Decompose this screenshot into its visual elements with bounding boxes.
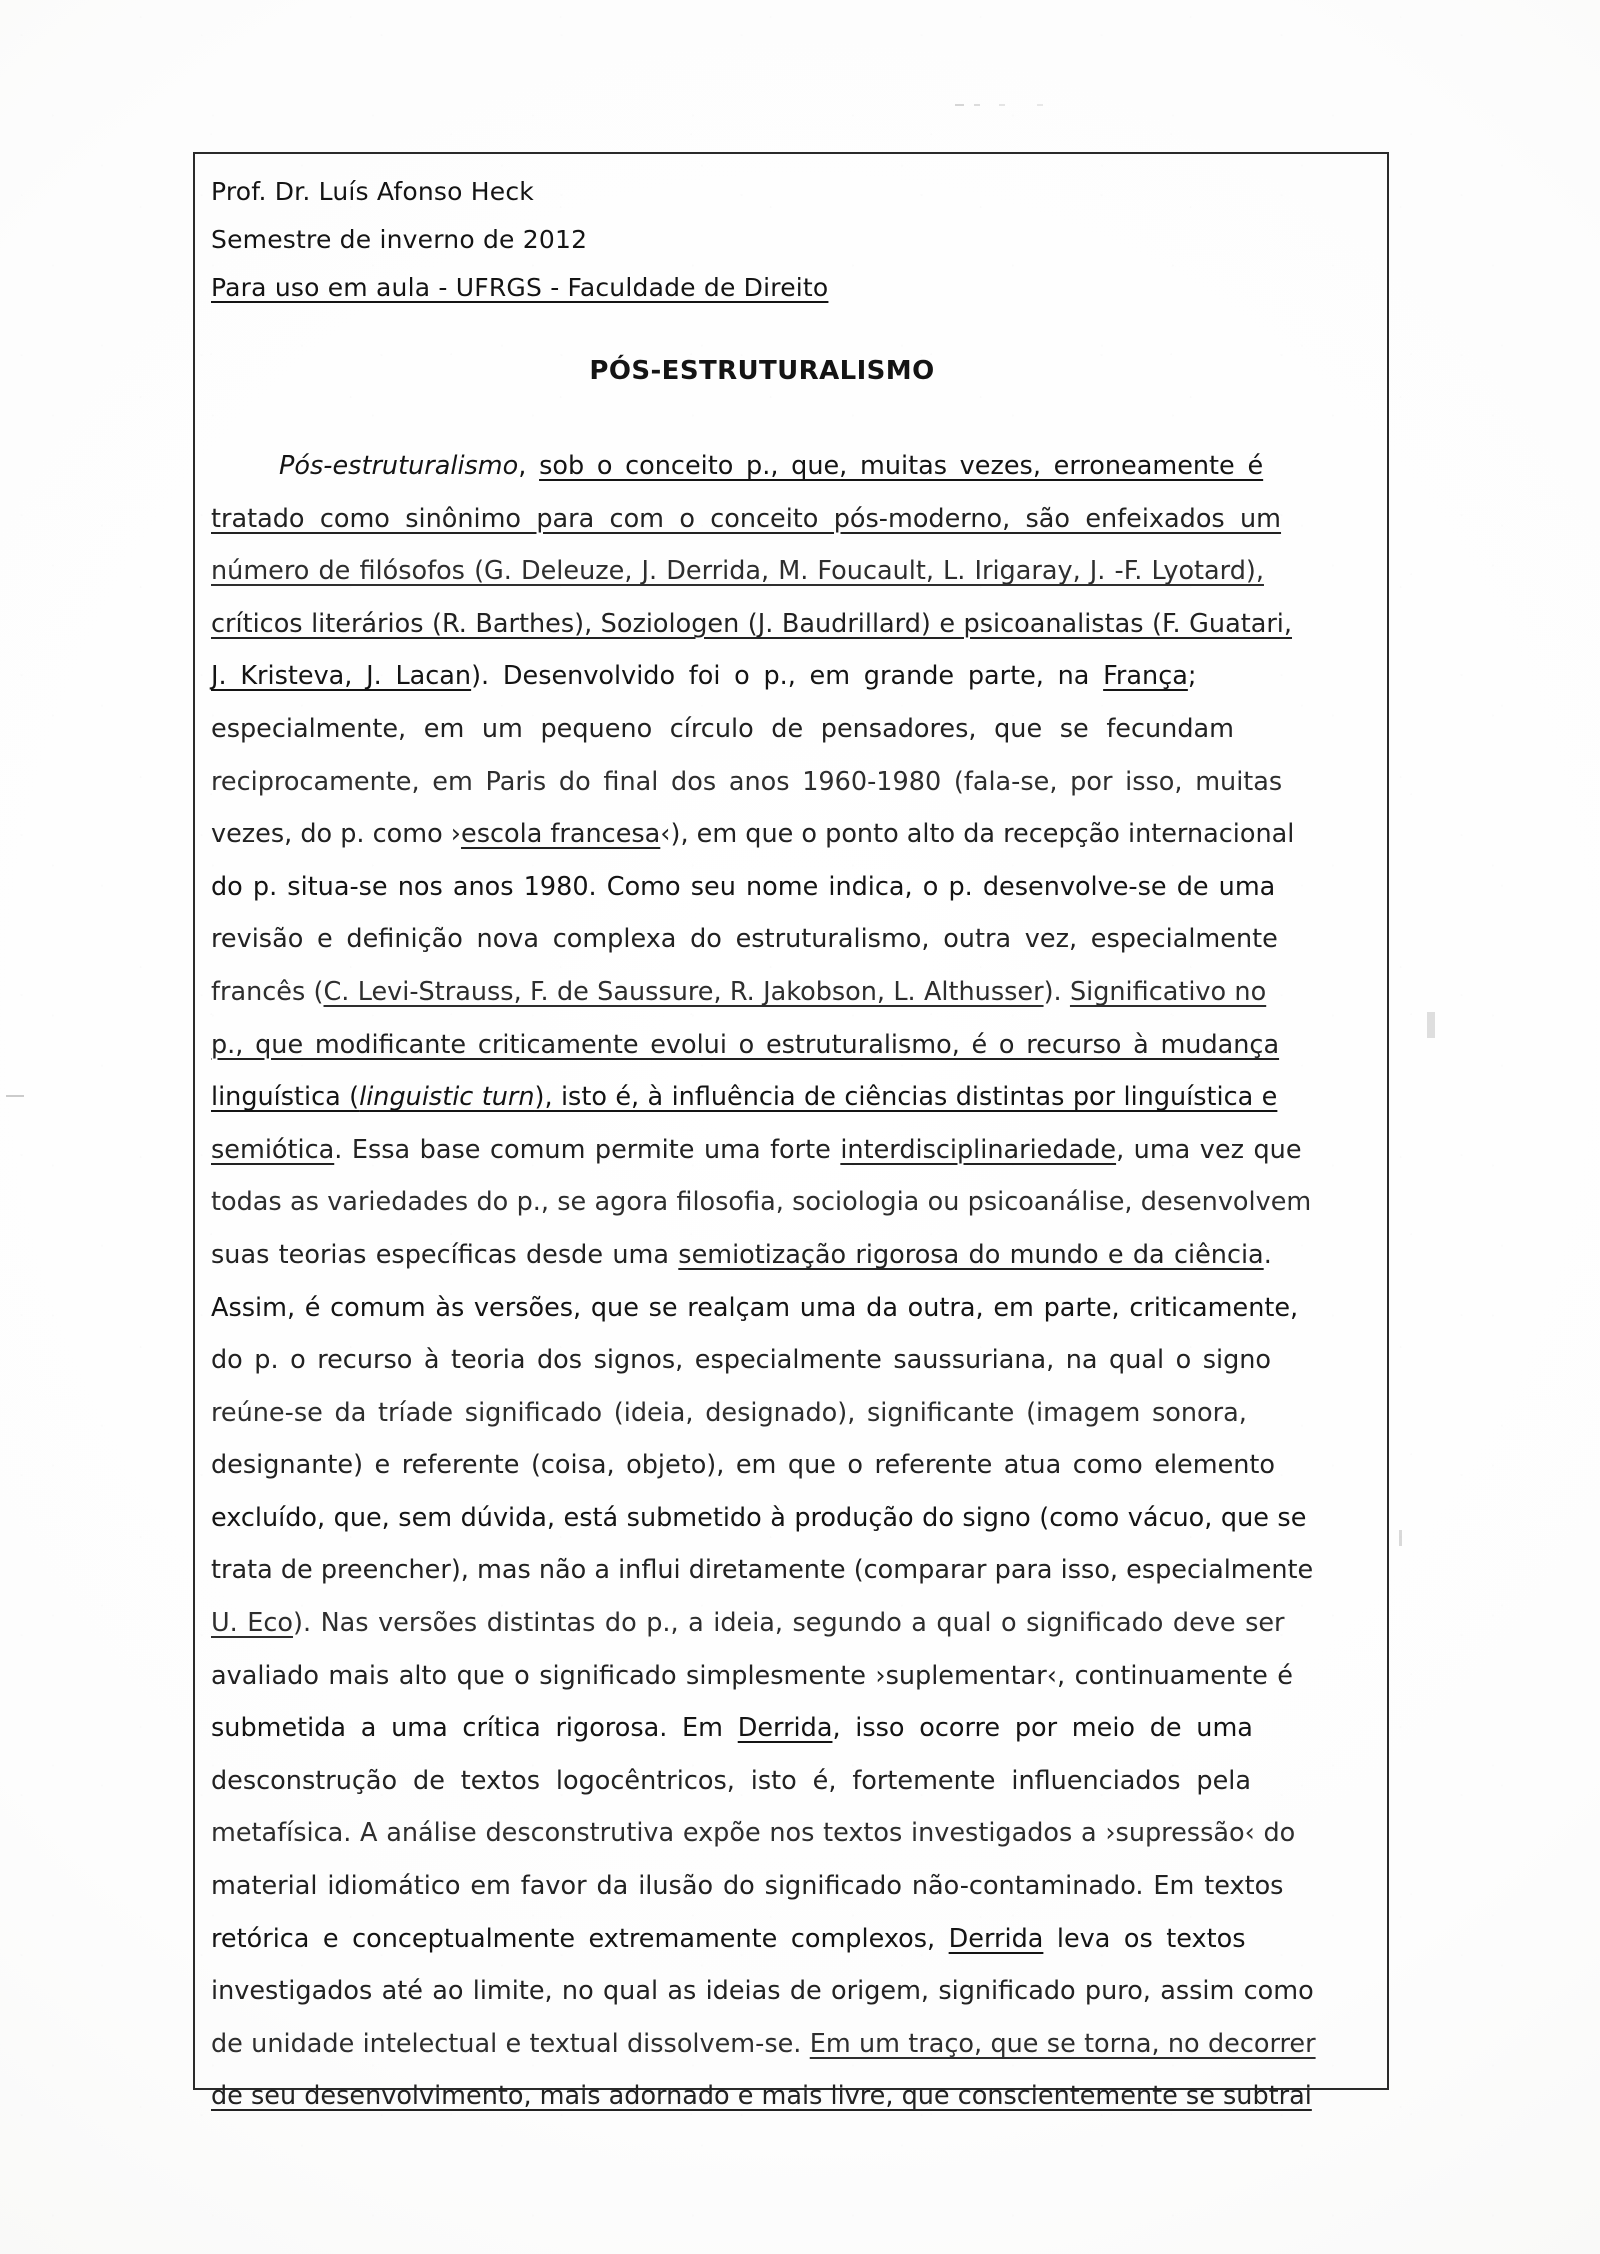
text-run: linguística ( bbox=[211, 1082, 360, 1113]
text-run: Em um traço, que se torna, no decorrer bbox=[809, 2028, 1316, 2059]
paragraph-line bbox=[211, 808, 1373, 861]
text-run: excluído, que, sem dúvida, está submetido à produção do signo (como vácuo, que se bbox=[211, 1502, 1307, 1533]
text-run: avaliado mais alto que o significado simplesmente ›suplementar‹, continuamente é bbox=[211, 1660, 1293, 1691]
paragraph-line bbox=[211, 440, 1373, 493]
document-body bbox=[211, 168, 1373, 2123]
paragraph-line bbox=[211, 1755, 1373, 1808]
text-run: , isso ocorre por meio de uma bbox=[832, 1713, 1253, 1744]
text-run: Significativo no bbox=[1069, 976, 1267, 1007]
paragraph-line bbox=[211, 1492, 1373, 1545]
text-run: ‹), em que o ponto alto da recepção internacional bbox=[660, 819, 1295, 850]
text-run: ). Desenvolvido foi o p., em grande parte, na bbox=[471, 661, 1104, 692]
paragraph-line bbox=[211, 650, 1373, 703]
paragraph-line bbox=[211, 756, 1373, 809]
paragraph-line bbox=[211, 493, 1373, 546]
text-run: suas teorias específicas desde uma bbox=[211, 1239, 679, 1270]
text-run: linguistic turn bbox=[359, 1082, 535, 1113]
paragraph-line bbox=[211, 1702, 1373, 1755]
text-run: p., que modificante criticamente evolui o estruturalismo, é o recurso à mudança bbox=[211, 1029, 1280, 1060]
paragraph-line bbox=[211, 1124, 1373, 1177]
paragraph-line bbox=[211, 1387, 1373, 1440]
text-run: U. Eco bbox=[211, 1608, 294, 1639]
paragraph-line bbox=[211, 966, 1373, 1019]
paragraph-line bbox=[211, 598, 1373, 651]
paragraph-line bbox=[211, 1019, 1373, 1072]
text-run: metafísica. A análise desconstrutiva expõe nos textos investigados a ›supressão‹ do bbox=[211, 1818, 1296, 1849]
text-run: . Essa base comum permite uma forte bbox=[334, 1134, 841, 1165]
text-run: vezes, do p. como › bbox=[211, 819, 462, 850]
document-title: PÓS-ESTRUTURALISMO bbox=[589, 356, 935, 386]
text-run: submetida a uma crítica rigorosa. Em bbox=[211, 1713, 738, 1744]
text-run: interdisciplinariedade bbox=[840, 1134, 1117, 1165]
text-run: . bbox=[1263, 1239, 1272, 1270]
text-run: do p. o recurso à teoria dos signos, especialmente saussuriana, na qual o signo bbox=[211, 1345, 1272, 1376]
text-run: material idiomático em favor da ilusão do significado não-contaminado. Em textos bbox=[211, 1871, 1284, 1902]
text-run: número de filósofos (G. Deleuze, J. Derrida, M. Foucault, L. Irigaray, J. -F. Lyotard), bbox=[211, 556, 1264, 587]
text-run: investigados até ao limite, no qual as ideias de origem, significado puro, assim como bbox=[211, 1976, 1314, 2007]
paragraph-line bbox=[211, 1807, 1373, 1860]
text-run: semiótica bbox=[211, 1134, 335, 1165]
paragraph-line bbox=[211, 1229, 1373, 1282]
paragraph-line bbox=[211, 1913, 1373, 1966]
text-run: J. Kristeva, J. Lacan bbox=[211, 661, 472, 692]
text-run: especialmente, em um pequeno círculo de pensadores, que se fecundam bbox=[211, 713, 1234, 744]
text-run: sob o conceito p., que, muitas vezes, erroneamente é bbox=[539, 451, 1264, 481]
paragraph-line bbox=[211, 1334, 1373, 1387]
paragraph-line bbox=[211, 1650, 1373, 1703]
paragraph-line bbox=[211, 913, 1373, 966]
text-run: reciprocamente, em Paris do final dos anos 1960-1980 (fala-se, por isso, muitas bbox=[211, 766, 1283, 797]
text-run: de unidade intelectual e textual dissolvem-se. bbox=[211, 2028, 810, 2059]
paragraph-line bbox=[211, 703, 1373, 756]
document-frame bbox=[193, 152, 1389, 2112]
text-run: todas as variedades do p., se agora filosofia, sociologia ou psicoanálise, desenvolvem bbox=[211, 1187, 1312, 1218]
text-run: retórica e conceptualmente extremamente complexos, bbox=[211, 1923, 949, 1954]
text-run: Assim, é comum às versões, que se realçam uma da outra, em parte, criticamente, bbox=[211, 1292, 1299, 1323]
text-run: C. Levi-Strauss, F. de Saussure, R. Jakobson, L. Althusser bbox=[323, 976, 1044, 1007]
text-run: de seu desenvolvimento, mais adornado e mais livre, que conscientemente se subtrai bbox=[211, 2081, 1312, 2112]
paragraph-line bbox=[211, 1282, 1373, 1335]
paragraph-line bbox=[211, 1597, 1373, 1650]
paragraph-line bbox=[211, 2070, 1373, 2123]
main-paragraph bbox=[211, 440, 1373, 2123]
text-run: semiotização rigorosa do mundo e da ciência bbox=[678, 1239, 1264, 1270]
text-run: leva os textos bbox=[1043, 1923, 1246, 1954]
text-run: ; bbox=[1187, 661, 1197, 692]
paragraph-line bbox=[211, 1176, 1373, 1229]
text-run: ). Nas versões distintas do p., a ideia, segundo a qual o significado deve ser bbox=[293, 1608, 1285, 1639]
paragraph-line bbox=[211, 2018, 1373, 2071]
paragraph-line bbox=[211, 545, 1373, 598]
text-run: revisão e definição nova complexa do estruturalismo, outra vez, especialmente bbox=[211, 924, 1278, 955]
text-run: Pós-estruturalismo bbox=[279, 451, 519, 481]
paragraph-line bbox=[211, 861, 1373, 914]
paragraph-line bbox=[211, 1965, 1373, 2018]
paragraph-line bbox=[211, 1860, 1373, 1913]
author-line: Prof. Dr. Luís Afonso Heck bbox=[211, 177, 534, 206]
course-usage-line: Para uso em aula - UFRGS - Faculdade de Direito bbox=[211, 273, 829, 302]
text-run: escola francesa bbox=[461, 819, 661, 850]
text-run: ). bbox=[1043, 976, 1070, 1007]
text-run: França bbox=[1103, 661, 1188, 692]
text-run: reúne-se da tríade significado (ideia, designado), significante (imagem sonora, bbox=[211, 1397, 1247, 1428]
text-run: desconstrução de textos logocêntricos, isto é, fortemente influenciados pela bbox=[211, 1765, 1251, 1796]
text-run: trata de preencher), mas não a influi diretamente (comparar para isso, especialmente bbox=[211, 1555, 1314, 1586]
text-run: francês ( bbox=[211, 976, 324, 1007]
paragraph-line bbox=[211, 1544, 1373, 1597]
paragraph-line bbox=[211, 1439, 1373, 1492]
text-run: críticos literários (R. Barthes), Soziologen (J. Baudrillard) e psicoanalistas (F. Guatari, bbox=[211, 608, 1292, 639]
semester-line: Semestre de inverno de 2012 bbox=[211, 225, 588, 254]
text-run: , uma vez que bbox=[1116, 1134, 1302, 1165]
text-run: Derrida bbox=[737, 1713, 833, 1744]
text-run: tratado como sinônimo para com o conceito pós-moderno, são enfeixados um bbox=[211, 503, 1282, 534]
paragraph-line bbox=[211, 1071, 1373, 1124]
text-run: ), isto é, à influência de ciências distintas por linguística e bbox=[534, 1082, 1278, 1113]
text-run: , bbox=[518, 451, 540, 481]
text-run: do p. situa-se nos anos 1980. Como seu nome indica, o p. desenvolve-se de uma bbox=[211, 871, 1276, 902]
text-run: designante) e referente (coisa, objeto), em que o referente atua como elemento bbox=[211, 1450, 1276, 1481]
text-run: Derrida bbox=[948, 1923, 1044, 1954]
